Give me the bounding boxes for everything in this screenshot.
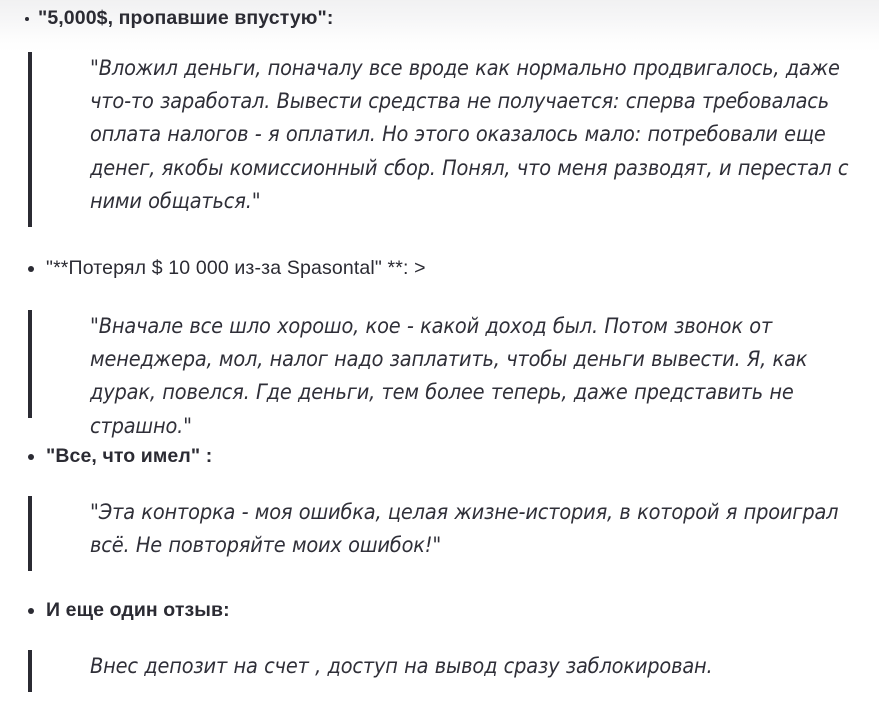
list-item-review-title-1: "5,000$, пропавшие впустую": bbox=[0, 5, 879, 31]
blockquote-review-2 bbox=[28, 310, 879, 439]
list-item-review-title-2: "**Потерял $ 10 000 из-за Spasontal" **: > bbox=[0, 255, 879, 281]
blockquote-review-4 bbox=[28, 650, 879, 692]
list-item-review-title-4: И еще один отзыв: bbox=[0, 597, 879, 623]
blockquote-review-1 bbox=[28, 52, 879, 227]
blockquote-review-3 bbox=[28, 496, 879, 571]
blockquote-text-4: Внес депозит на счет , доступ на вывод сразу заблокирован. bbox=[90, 654, 713, 679]
blockquote-text-3: "Эта конторка - моя ошибка, целая жизне-история, в которой я проиграл всё. Не повторяйте моих ошибок!" bbox=[90, 500, 839, 559]
list-item-review-title-3: "Все, что имел" : bbox=[0, 443, 879, 469]
blockquote-text-1: "Вложил деньги, поначалу все вроде как нормально продвигалось, даже что-то заработал. Вывести средства не получается: сперва требовалась оплата налогов - я оплатил. Но этого оказалось мало: потребовали еще денег, якобы комиссионный сбор. Понял, что меня разводят, и перестал с ними общаться." bbox=[90, 56, 849, 214]
blockquote-text-2: "Вначале все шло хорошо, кое - какой доход был. Потом звонок от менеджера, мол, налог надо заплатить, чтобы деньги вывести. Я, как дурак, повелся. Где деньги, тем более теперь, даже представить не страшно." bbox=[90, 314, 808, 439]
